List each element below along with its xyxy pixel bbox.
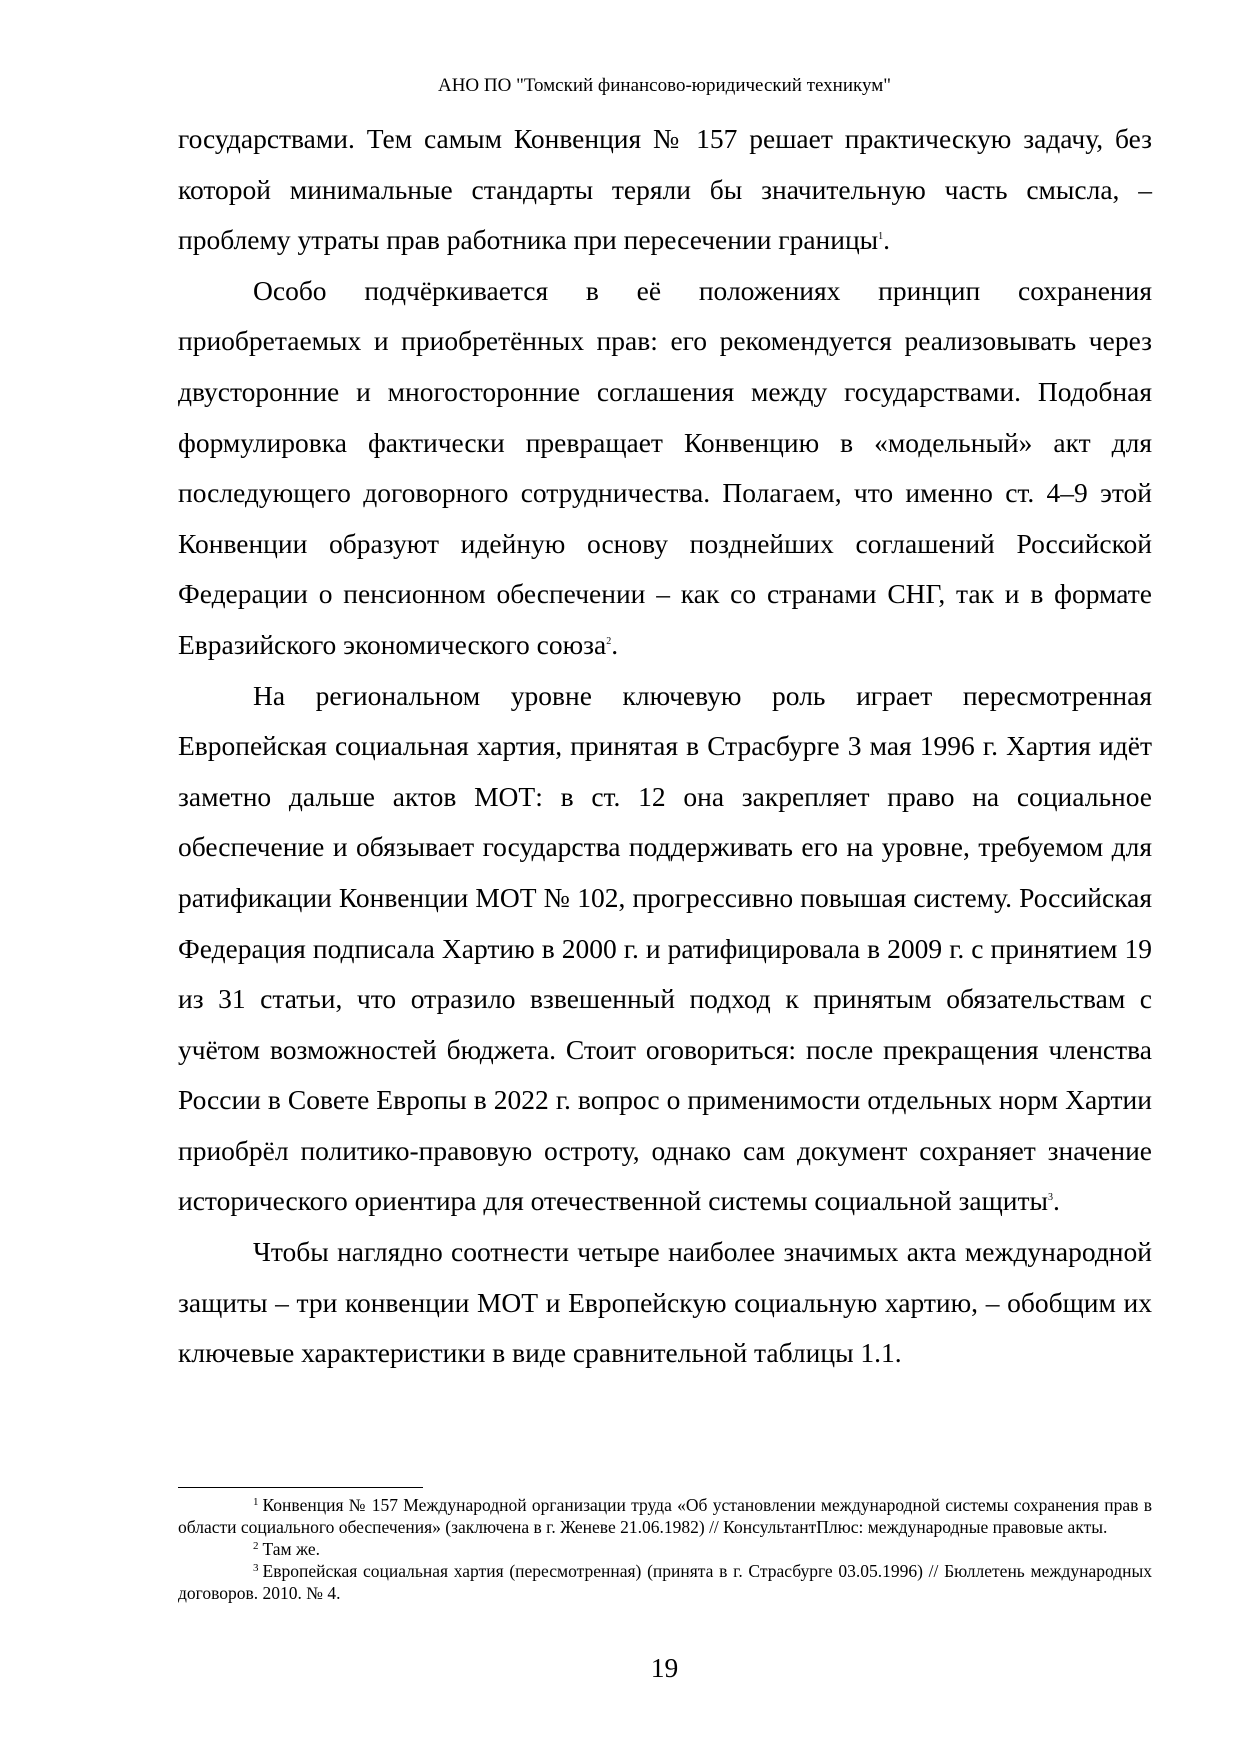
paragraph-text: Особо подчёркивается в её положениях принцип сохранения приобретаемых и приобретённых прав: его рекомендуется реализовывать через двусторонние и многосторонние соглашения между государствами. Подобная формулировка фактически превращает Конвенцию в «модельный» акт для последующего договорного сотрудничества. Полагаем, что именно ст. 4–9 этой Конвенции образуют идейную основу позднейших соглашений Российской Федерации о пенсионном обеспечении – как со странами СНГ, так и в формате Евразийского экономического союза <box>178 274 1152 660</box>
main-text <box>178 114 1152 1379</box>
footnotes <box>178 1494 1152 1604</box>
paragraph-text: государствами. Тем самым Конвенция № 157 решает практическую задачу, без которой минимальные стандарты теряли бы значительную часть смысла, – проблему утраты прав работника при пересечении границы <box>178 123 1152 256</box>
running-header: АНО ПО "Томский финансово-юридический техникум" <box>437 75 892 96</box>
footnote-reference[interactable]: 3 <box>1048 1192 1053 1204</box>
paragraph-tail: . <box>611 628 619 660</box>
footnote-number: 3 <box>253 1562 259 1574</box>
paragraph-text: Чтобы наглядно соотнести четыре наиболее значимых акта международной защиты – три конвенции МОТ и Европейскую социальную хартию, – обобщим их ключевые характеристики в виде сравнительной таблицы 1.1. <box>178 1236 1152 1369</box>
footnote-text: Конвенция № 157 Международной организации труда «Об установлении международной системы сохранения прав в области социального обеспечения» (заключена в г. Женеве 21.06.1982) // КонсультантПлюс: международные правовые акты. <box>178 1495 1152 1537</box>
footnote <box>178 1560 1152 1604</box>
paragraph-tail: . <box>1053 1185 1060 1217</box>
footnote-separator <box>178 1487 423 1488</box>
page-number: 19 <box>650 1652 679 1683</box>
paragraph <box>178 671 1152 1228</box>
paragraph <box>178 1227 1152 1379</box>
footnote-text: Там же. <box>262 1539 320 1559</box>
footnote-text: Европейская социальная хартия (пересмотренная) (принята в г. Страсбурге 03.05.1996) // Бюллетень международных договоров. 2010. № 4. <box>178 1561 1152 1603</box>
paragraph-tail: . <box>883 224 891 256</box>
paragraph-text: На региональном уровне ключевую роль играет пересмотренная Европейская социальная хартия, принятая в Страсбурге 3 мая 1996 г. Хартия идёт заметно дальше актов МОТ: в ст. 12 она закрепляет право на социальное обеспечение и обязывает государства поддерживать его на уровне, требуемом для ратификации Конвенции МОТ № 102, прогрессивно повышая систему. Российская Федерация подписала Хартию в 2000 г. и ратифицировала в 2009 г. с принятием 19 из 31 статьи, что отразило взвешенный подход к принятым обязательствам с учётом возможностей бюджета. Стоит оговориться: после прекращения членства России в Совете Европы в 2022 г. вопрос о применимости отдельных норм Хартии приобрёл политико-правовую остроту, однако сам документ сохраняет значение исторического ориентира для отечественной системы социальной защиты <box>178 679 1152 1217</box>
footnote-reference[interactable]: 2 <box>606 635 612 647</box>
paragraph-continuation <box>178 114 1152 266</box>
footnote-reference[interactable]: 1 <box>878 231 884 243</box>
footnote-number: 2 <box>253 1540 259 1552</box>
paragraph <box>178 266 1152 671</box>
footnote <box>178 1538 1152 1560</box>
footnote-number: 1 <box>253 1496 259 1508</box>
footnote <box>178 1494 1152 1538</box>
